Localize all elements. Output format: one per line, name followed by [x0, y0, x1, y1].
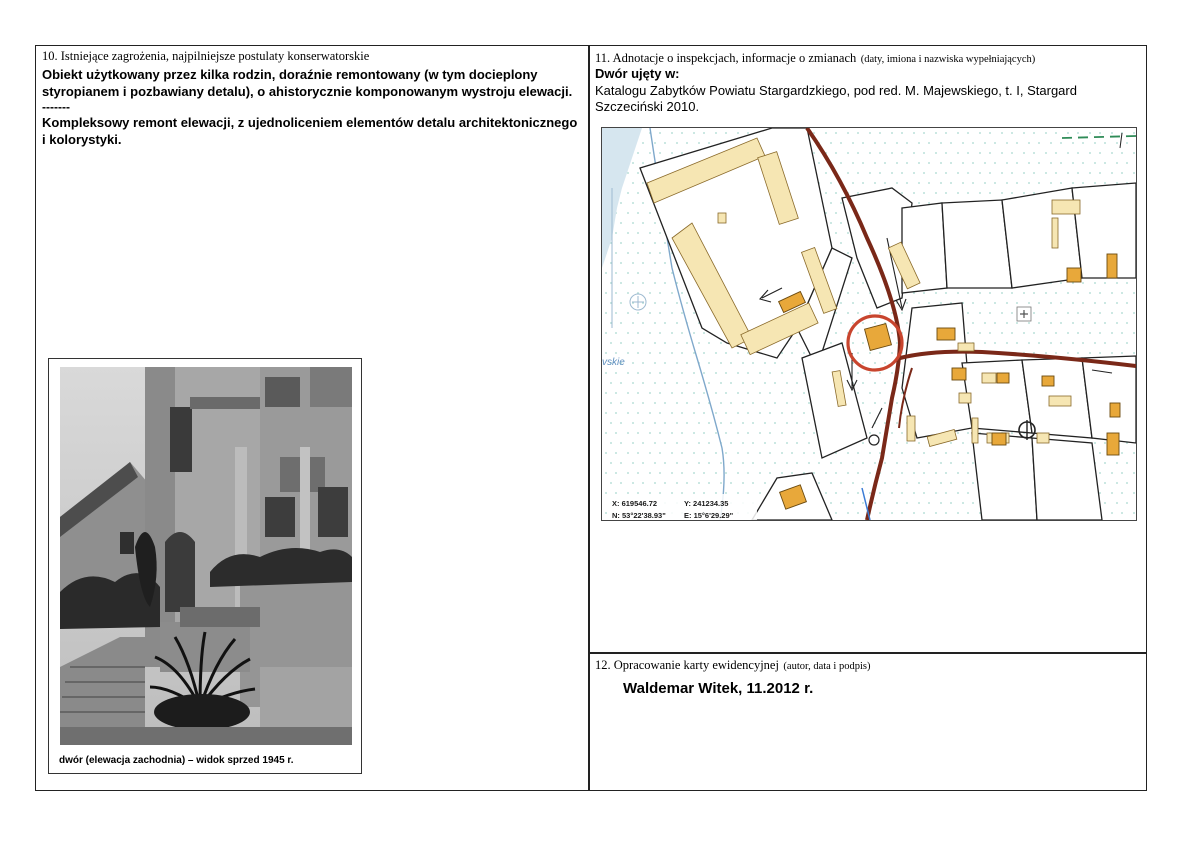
water-label: vskie: [602, 357, 625, 368]
coord-x: X: 619546.72: [612, 499, 658, 508]
section10-body: [42, 66, 582, 148]
section11-header-note: (daty, imiona i nazwiska wypełniających): [860, 54, 1036, 65]
postulate-text: Kompleksowy remont elewacji, z ujednoliceniem elementów detalu architektonicznego i kolorystyki.: [42, 115, 578, 147]
section11-title: Dwór ujęty w:: [595, 66, 680, 81]
section12-header-note: (autor, data i podpis): [783, 661, 871, 672]
section10-header: 10. Istniejące zagrożenia, najpilniejsze postulaty konserwatorskie: [42, 49, 370, 63]
section12-header: [595, 656, 870, 674]
threat-text: Obiekt użytkowany przez kilka rodzin, doraźnie remontowany (w tym docieplony styropianem i pozbawiany detalu), o ahistorycznie komponowanym wystroju elewacji.: [42, 67, 573, 99]
photo-caption: dwór (elewacja zachodnia) – widok sprzed 1945 r.: [59, 755, 294, 766]
historic-photo-frame: [48, 358, 362, 774]
coord-e: E: 15°6'29.29": [684, 511, 734, 520]
section11-header: [595, 49, 1143, 67]
separator: -------: [42, 100, 70, 114]
coord-n: N: 53°22'38.93": [612, 511, 666, 520]
column-divider: [588, 45, 590, 791]
section11-header-main: 11. Adnotacje o inspekcjach, informacje o zmianach: [595, 51, 857, 65]
row-divider: [588, 652, 1147, 654]
catalog-reference: Katalogu Zabytków Powiatu Stargardzkiego, pod red. M. Majewskiego, t. I, Stargard Szczeciński 2010.: [595, 83, 1077, 114]
location-map-frame: [601, 127, 1137, 521]
card-author: Waldemar Witek, 11.2012 r.: [623, 680, 814, 697]
historic-photo: [60, 367, 352, 745]
location-map: [602, 128, 1136, 520]
coord-y: Y: 241234.35: [684, 499, 729, 508]
section12-header-main: 12. Opracowanie karty ewidencyjnej: [595, 658, 779, 672]
